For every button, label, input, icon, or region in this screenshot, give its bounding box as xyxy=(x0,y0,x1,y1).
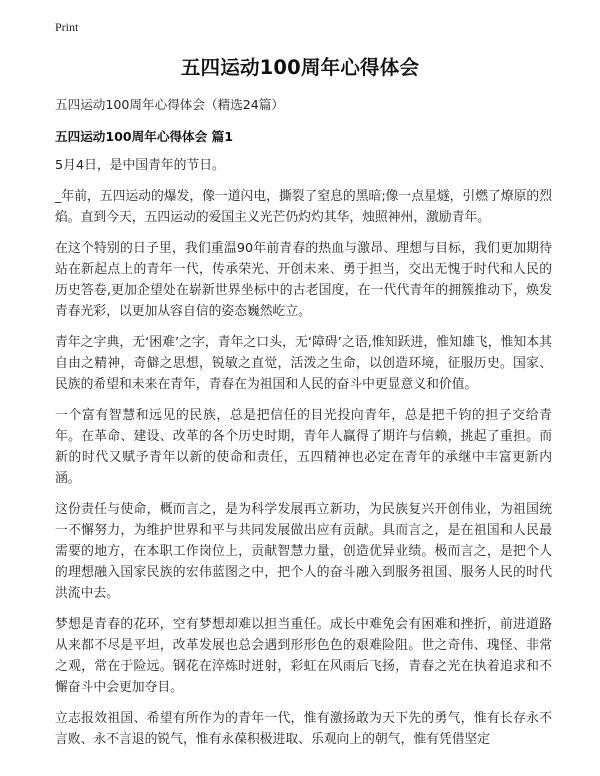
paragraph: 在这个特别的日子里，我们重温90年前青春的热血与激昂、理想与目标，我们更加期待站在新起点上的青年一代，传承荣光、开创未来、勇于担当，交出无愧于时代和人民的历史答卷,更加企望处在崭新世界坐标中的古老国度，在一代代青年的拥簇推动下，焕发青春光彩，以更加从容自信的姿态巍然屹立。 xyxy=(55,241,552,319)
print-link[interactable]: Print xyxy=(55,20,79,34)
paragraph: _年前，五四运动的爆发，像一道闪电，撕裂了窒息的黑暗;像一点星燧，引燃了燎原的烈焰。直到今天，五四运动的爱国主义光芒仍灼灼其华，烛照神州，激励青年。 xyxy=(55,189,552,225)
paragraph: 青年之字典，无‘困难’之字，青年之口头，无‘障碍’之语,惟知跃进，惟知雄飞，惟知本其自由之精神，奇僻之思想，锐敏之直觉，活泼之生命，以创造环境，征服历史。国家、民族的希望和未来在青年，青春在为祖国和人民的奋斗中更显意义和价值。 xyxy=(55,335,552,392)
paragraph: 这份责任与使命，概而言之，是为科学发展再立新功，为民族复兴开创伟业，为祖国统一不懈努力，为维护世界和平与共同发展做出应有贡献。具而言之，是在祖国和人民最需要的地方，在本职工作岗位上，贡献智慧力量，创造优异业绩。极而言之，是把个人的理想融入国家民族的宏伟蓝图之中，把个人的奋斗融入到服务祖国、服务人民的时代洪流中去。 xyxy=(55,502,552,601)
paragraph: 立志报效祖国、希望有所作为的青年一代，惟有激扬敢为天下先的勇气，惟有长存永不言败、永不言退的锐气，惟有永葆积极进取、乐观向上的朝气，惟有凭借坚定 xyxy=(55,711,552,747)
paragraph: 一个富有智慧和远见的民族，总是把信任的目光投向青年，总是把千钧的担子交给青年。在革命、建设、改革的各个历史时期，青年人赢得了期许与信赖，挑起了重担。而新的时代又赋予青年以新的使命和责任，五四精神也必定在青年的承继中丰富更新内涵。 xyxy=(55,408,552,486)
section-heading: 五四运动100周年心得体会 篇1 xyxy=(55,129,233,144)
paragraph: 梦想是青春的花环，空有梦想却难以担当重任。成长中难免会有困难和挫折，前进道路从来都不尽是平坦，改革发展也总会遇到形形色色的艰难险阻。世之奇伟、瑰怪、非常之观，常在于险远。钢花在淬炼时迸射，彩虹在风雨后飞扬，青春之光在执着追求和不懈奋斗中会更加夺目。 xyxy=(55,617,552,695)
paragraph: 5月4日，是中国青年的节日。 xyxy=(55,158,225,173)
document-subtitle: 五四运动100周年心得体会（精选24篇） xyxy=(55,97,284,112)
article-body xyxy=(55,155,552,760)
document-title: 五四运动100周年心得体会 xyxy=(180,56,420,79)
